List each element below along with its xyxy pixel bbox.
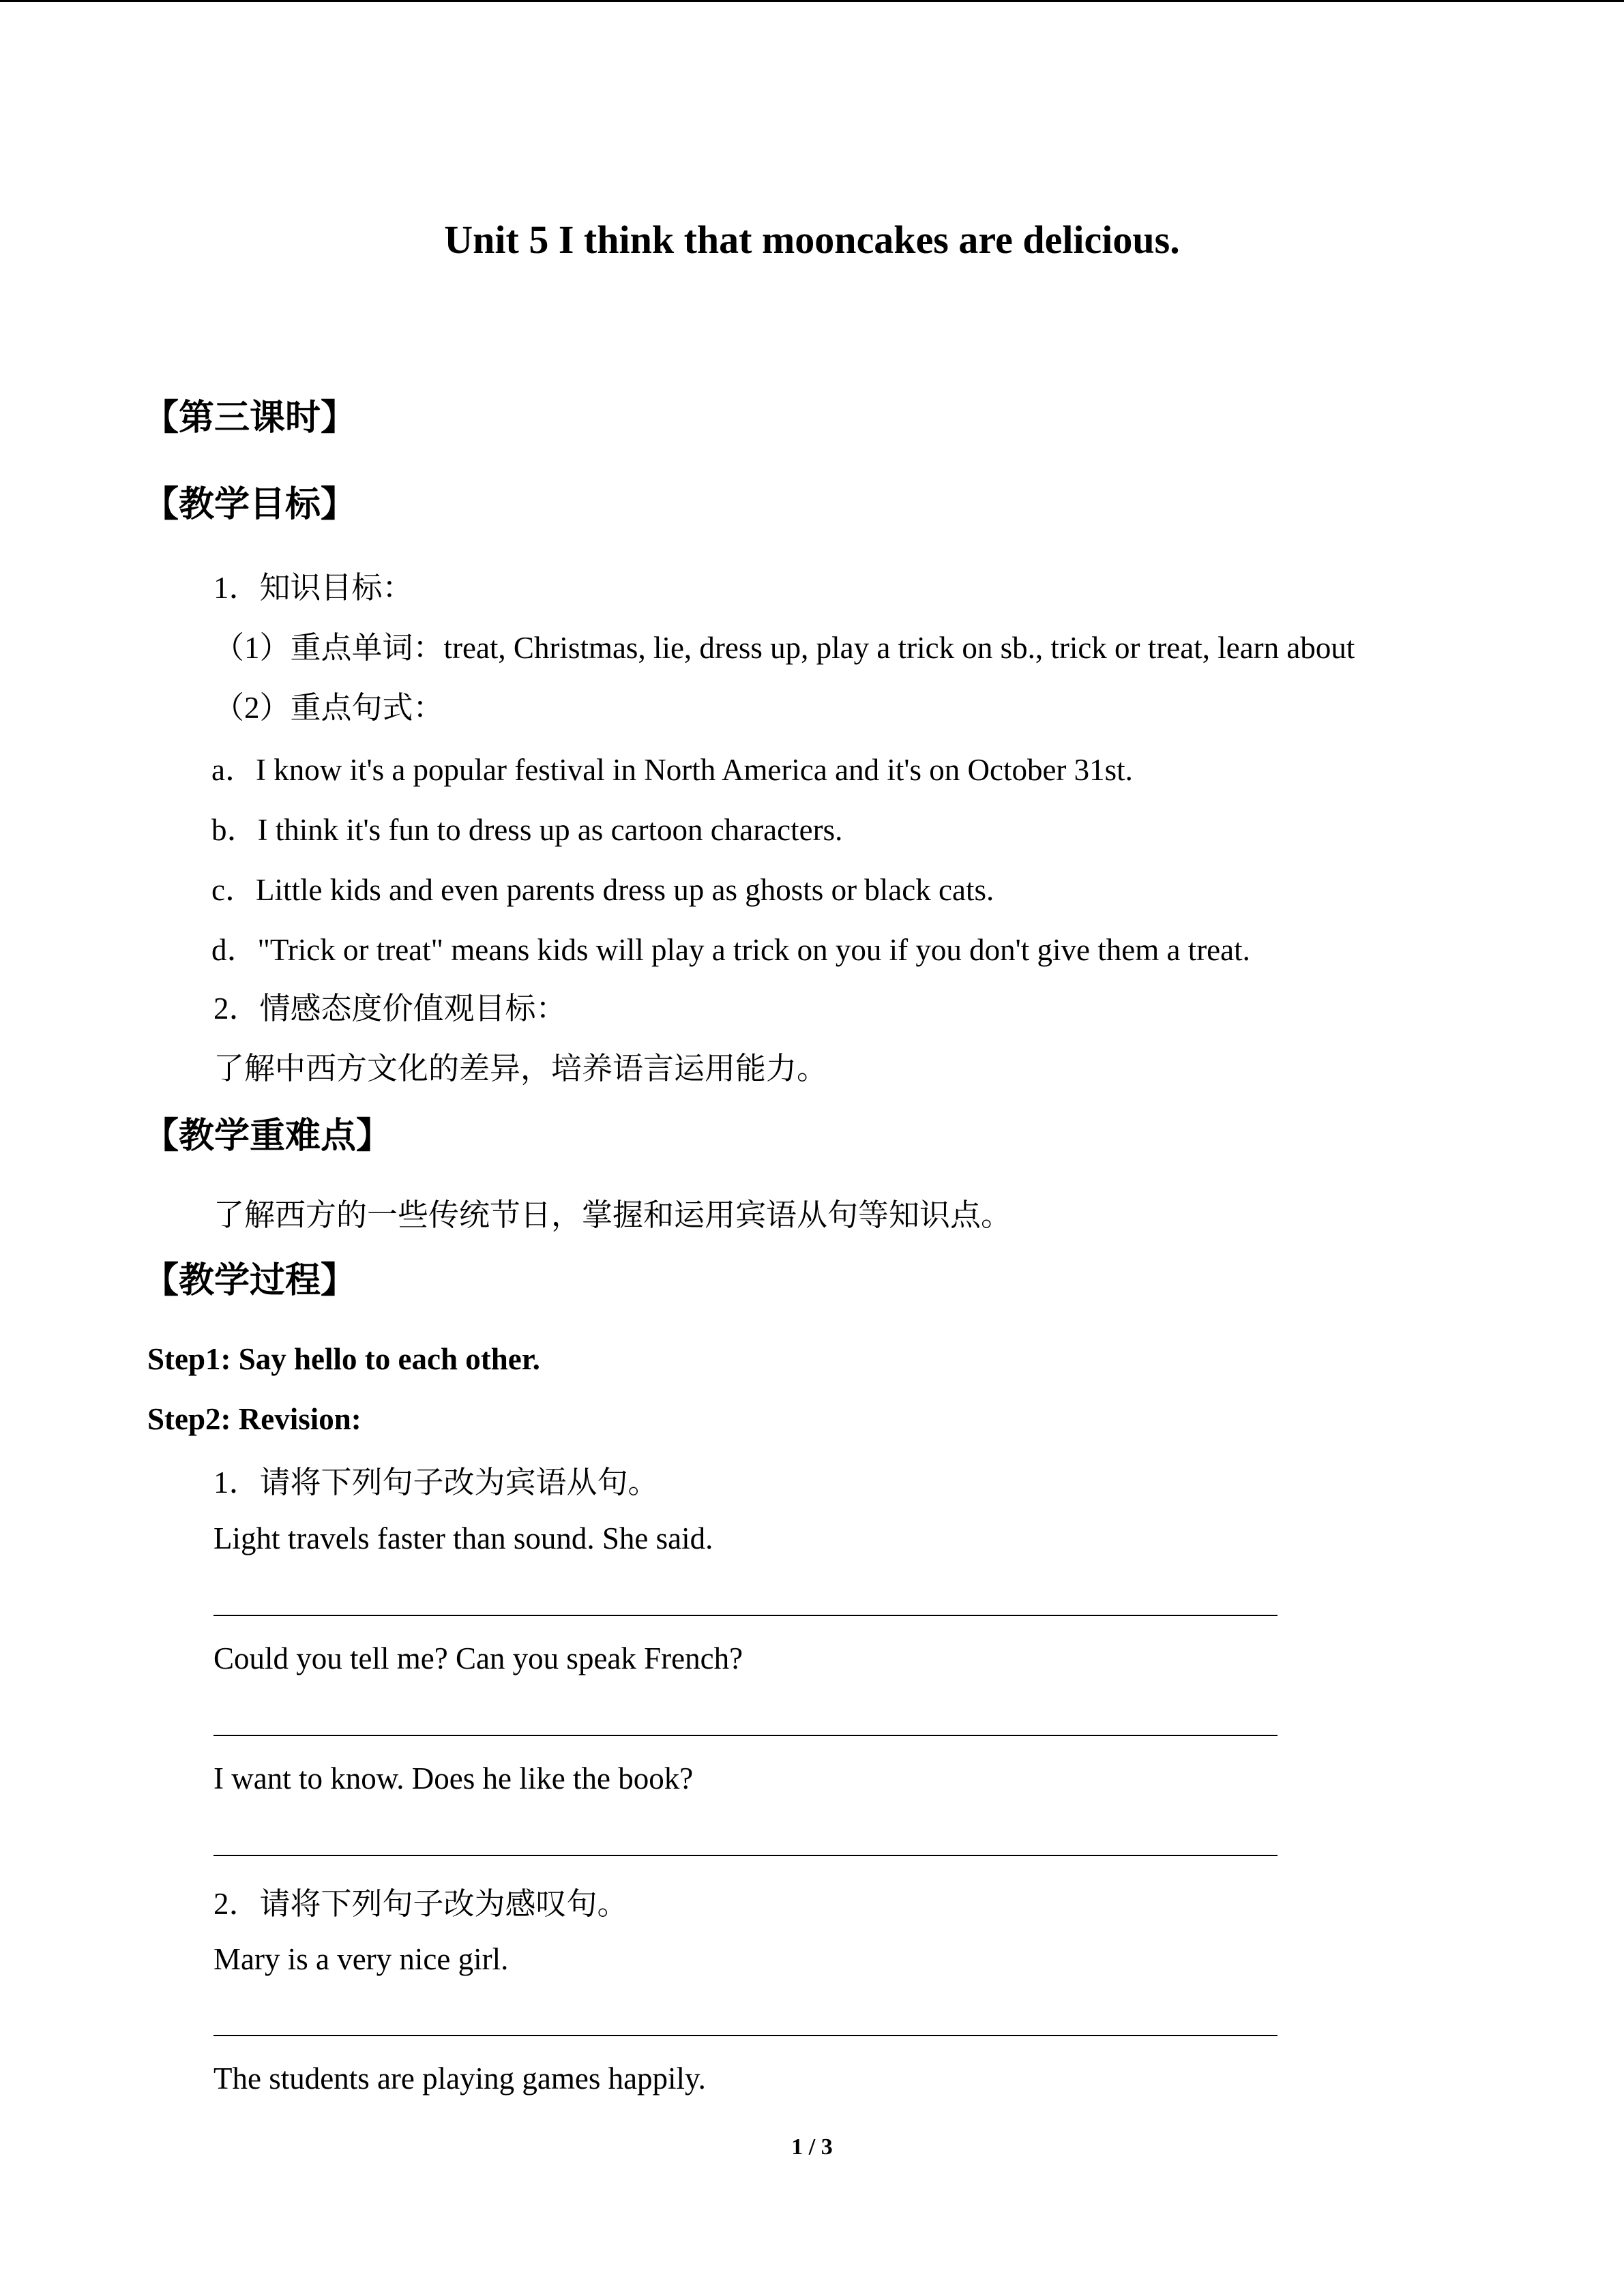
exercise2-item-2: The students are playing games happily. <box>213 2061 706 2096</box>
exercise1-item-1: Light travels faster than sound. She said. <box>213 1521 713 1555</box>
knowledge-heading: 1．知识目标： <box>213 571 413 605</box>
sentence-c: c．Little kids and even parents dress up as ghosts or black cats. <box>211 873 994 907</box>
sentence-d: d．"Trick or treat" means kids will play a trick on you if you don't give them a treat. <box>211 933 1250 967</box>
page-number: 1 / 3 <box>791 2134 833 2160</box>
page-top-border <box>0 0 1624 2</box>
section-objectives: 【教学目标】 <box>143 484 357 525</box>
exercise2-instruction: 2．请将下列句子改为感叹句。 <box>213 1887 628 1921</box>
key-sentences-heading: （2）重点句式： <box>213 691 444 725</box>
emotion-heading: 2．情感态度价值观目标： <box>213 992 567 1026</box>
step2-heading: Step2: Revision: <box>147 1402 361 1436</box>
emotion-text: 了解中西方文化的差异，培养语言运用能力。 <box>213 1052 828 1086</box>
key-words: （1）重点单词：treat, Christmas, lie, dress up, play a trick on sb., trick or treat, learn about <box>213 631 1355 665</box>
key-points-text: 了解西方的一些传统节日，掌握和运用宾语从句等知识点。 <box>213 1198 1012 1232</box>
section-lesson: 【第三课时】 <box>143 398 357 438</box>
sentence-b: b．I think it's fun to dress up as cartoon characters. <box>211 813 843 847</box>
exercise2-item-1: Mary is a very nice girl. <box>213 1942 509 1976</box>
answer-blank-4[interactable] <box>213 2035 1278 2036</box>
sentence-a: a．I know it's a popular festival in North America and it's on October 31st. <box>211 753 1133 787</box>
section-key-points: 【教学重难点】 <box>143 1116 392 1157</box>
exercise1-instruction: 1．请将下列句子改为宾语从句。 <box>213 1465 659 1500</box>
answer-blank-1[interactable] <box>213 1615 1278 1616</box>
exercise1-item-2: Could you tell me? Can you speak French? <box>213 1641 743 1675</box>
answer-blank-2[interactable] <box>213 1735 1278 1736</box>
document-title: Unit 5 I think that mooncakes are delicious. <box>444 218 1180 262</box>
step1-heading: Step1: Say hello to each other. <box>147 1342 540 1376</box>
section-process: 【教学过程】 <box>143 1260 357 1301</box>
answer-blank-3[interactable] <box>213 1855 1278 1856</box>
exercise1-item-3: I want to know. Does he like the book? <box>213 1761 694 1795</box>
